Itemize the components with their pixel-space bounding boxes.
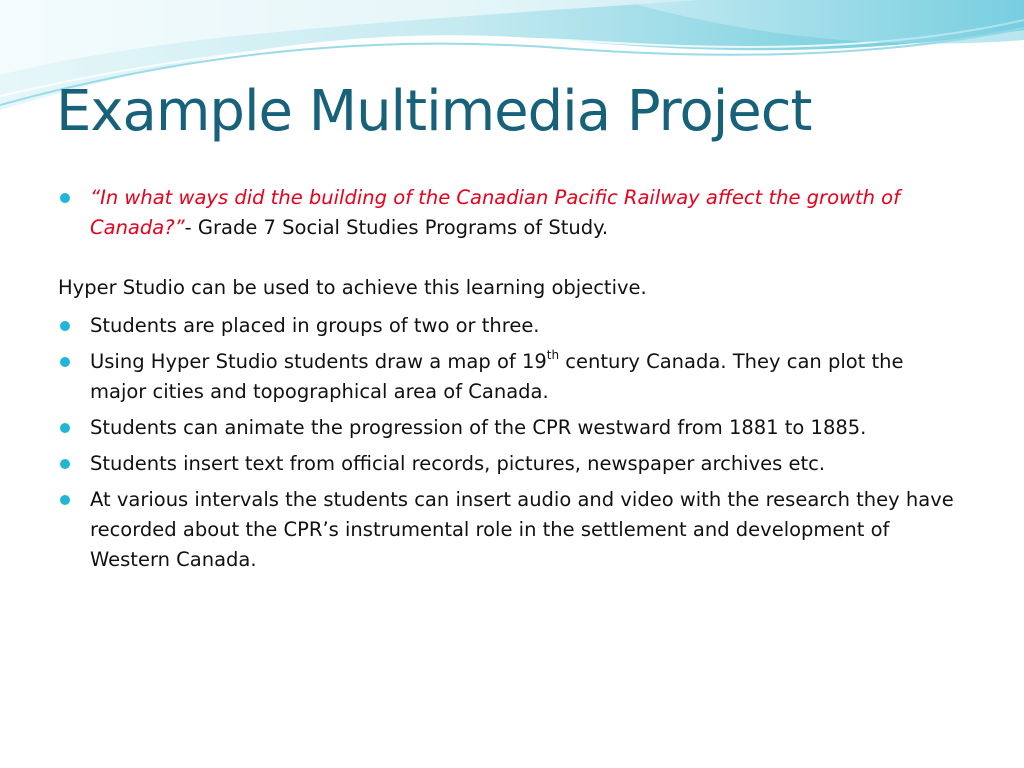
quote-source: - Grade 7 Social Studies Programs of Study. [184, 216, 609, 239]
bullet-item-quote [58, 183, 958, 243]
bullet-dot-icon [60, 357, 70, 367]
bullet-text: Students insert text from official records, pictures, newspaper archives etc. [90, 452, 826, 475]
bullet-dot-icon [60, 193, 70, 203]
slide-title: Example Multimedia Project [56, 79, 812, 144]
bullet-text: Students can animate the progression of the CPR westward from 1881 to 1885. [90, 416, 867, 439]
bullet-superscript: th [546, 348, 560, 362]
bullet-dot-icon [60, 423, 70, 433]
bullet-dot-icon [60, 495, 70, 505]
bullet-text: Using Hyper Studio students draw a map of 19 [90, 350, 547, 373]
bullet-dot-icon [60, 321, 70, 331]
bullet-text: Students are placed in groups of two or three. [90, 314, 540, 337]
bullet-item [58, 413, 958, 443]
bullet-item [58, 311, 958, 341]
bullet-item [58, 485, 958, 575]
quote-open-mark: “ [90, 186, 101, 209]
bullet-item [58, 449, 958, 479]
bullet-dot-icon [60, 459, 70, 469]
bullet-text: At various intervals the students can insert audio and video with the research they have recorded about the CPR’s instrumental role in the settlement and development of Western Canada. [90, 488, 954, 571]
slide-body [58, 183, 958, 581]
bullet-text-continued: century Canada. They can plot the major cities and topographical area of Canada. [90, 350, 904, 403]
intro-text: Hyper Studio can be used to achieve this learning objective. [58, 276, 647, 299]
bullet-item [58, 347, 958, 407]
quote-question: In what ways did the building of the Canadian Pacific Railway affect the growth of Canada?” [90, 186, 900, 239]
